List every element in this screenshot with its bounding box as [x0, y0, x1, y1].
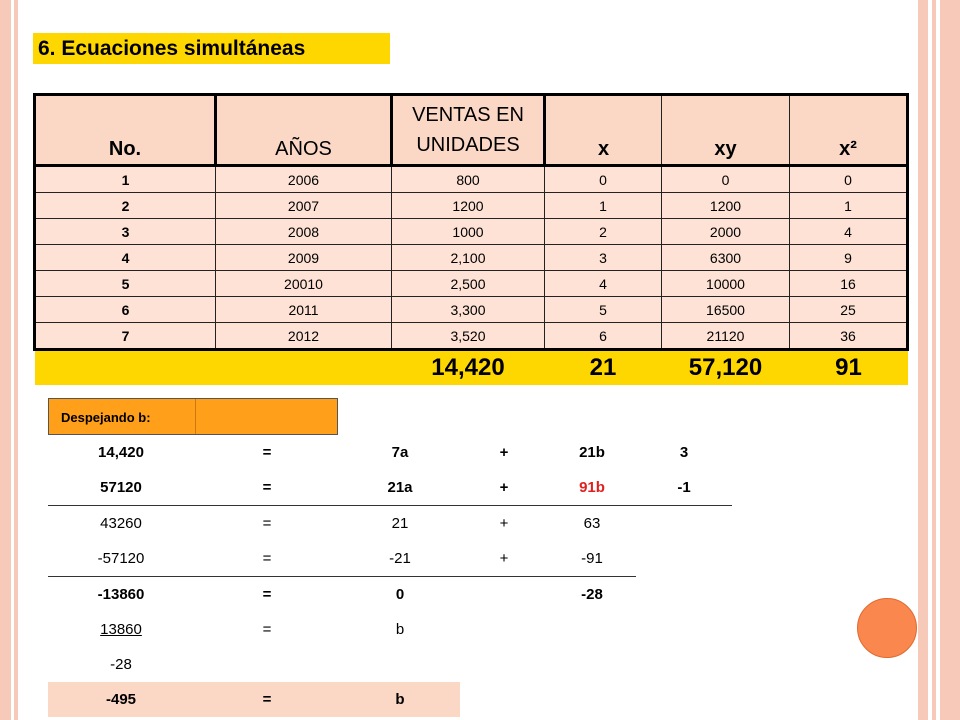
calc-plus: +: [499, 515, 509, 532]
calc-plus: [460, 682, 548, 717]
calc-a-term: [340, 647, 460, 682]
calc-b-term: 63: [583, 515, 601, 532]
cell-ventas: 3,520: [392, 323, 545, 350]
cell-ano: 2009: [216, 245, 392, 271]
total-ventas: 14,420: [392, 350, 545, 386]
cell-x: 0: [545, 166, 662, 193]
calc-equals: =: [194, 470, 340, 506]
cell-xy: 0: [662, 166, 790, 193]
left-border-decoration: [0, 0, 11, 720]
cell-xy: 6300: [662, 245, 790, 271]
calc-row: [48, 577, 732, 613]
calc-multiplier: -1: [636, 470, 732, 506]
calc-lhs: 14,420: [98, 444, 144, 461]
cell-x: 1: [545, 193, 662, 219]
cell-ventas: 2,500: [392, 271, 545, 297]
cell-no: 1: [35, 166, 216, 193]
header-ventas: [392, 95, 545, 166]
left-border-stripe: [14, 0, 18, 720]
cell-xy: 1200: [662, 193, 790, 219]
calc-plus: [460, 577, 548, 613]
calc-b-term: 21b: [579, 444, 605, 461]
calc-b-term: [548, 612, 636, 647]
cell-x: 2: [545, 219, 662, 245]
cell-no: 7: [35, 323, 216, 350]
calc-a-term: 21: [391, 515, 409, 532]
cell-x2: 9: [790, 245, 908, 271]
cell-ventas: 3,300: [392, 297, 545, 323]
total-blank: [35, 350, 216, 386]
header-x2: x²: [790, 95, 908, 166]
total-blank: [216, 350, 392, 386]
calc-equals: =: [194, 682, 340, 717]
orange-circle-decoration: [857, 598, 917, 658]
calc-b-term: 91b: [548, 470, 636, 506]
cell-ano: 2006: [216, 166, 392, 193]
cell-ano: 2011: [216, 297, 392, 323]
cell-x2: 4: [790, 219, 908, 245]
table-row: [35, 219, 908, 245]
calc-lhs: 13860: [100, 621, 142, 638]
cell-x: 6: [545, 323, 662, 350]
calc-b-term: -28: [581, 586, 603, 603]
total-x2: 91: [790, 350, 908, 386]
calc-multiplier: [636, 647, 732, 682]
calc-row: [48, 541, 732, 577]
calc-a-term: b: [395, 621, 405, 638]
calc-equals: [194, 647, 340, 682]
header-x: x: [545, 95, 662, 166]
cell-x: 5: [545, 297, 662, 323]
calc-plus: +: [460, 470, 548, 506]
cell-ventas: 2,100: [392, 245, 545, 271]
table-row: [35, 271, 908, 297]
cell-xy: 16500: [662, 297, 790, 323]
calc-lhs: -495: [48, 682, 194, 717]
calc-plus: [460, 647, 548, 682]
calc-a-term: 21a: [340, 470, 460, 506]
calc-equals: =: [262, 515, 272, 532]
calc-a-term: 0: [395, 586, 405, 603]
cell-no: 2: [35, 193, 216, 219]
calc-lhs: 43260: [100, 515, 142, 532]
right-border-stripe-1: [918, 0, 928, 720]
cell-no: 5: [35, 271, 216, 297]
calc-row: [48, 647, 732, 682]
calc-multiplier: [636, 682, 732, 717]
table-row: [35, 245, 908, 271]
cell-ventas: 1200: [392, 193, 545, 219]
cell-ano: 20010: [216, 271, 392, 297]
header-xy: xy: [662, 95, 790, 166]
table-row: [35, 193, 908, 219]
calc-multiplier: 3: [679, 444, 689, 461]
calc-row: [48, 470, 732, 506]
right-border-stripe-2: [932, 0, 936, 720]
header-anos: AÑOS: [216, 95, 392, 166]
header-no: No.: [35, 95, 216, 166]
calc-lhs: 57120: [48, 470, 194, 506]
calc-b-term: [548, 682, 636, 717]
calc-row: [48, 612, 732, 647]
calc-table: [48, 435, 732, 717]
header-ventas-line1: VENTAS EN: [412, 104, 524, 126]
despejando-label: Despejando b:: [61, 410, 151, 425]
calc-multiplier: [636, 577, 732, 613]
calc-row: [48, 435, 732, 470]
calc-multiplier: [636, 541, 732, 577]
cell-x2: 25: [790, 297, 908, 323]
right-border-stripe-3: [940, 0, 960, 720]
total-xy: 57,120: [662, 350, 790, 386]
cell-x2: 16: [790, 271, 908, 297]
table-row: [35, 166, 908, 193]
cell-x: 3: [545, 245, 662, 271]
calc-multiplier: [636, 612, 732, 647]
calc-multiplier: [636, 506, 732, 542]
cell-ventas: 1000: [392, 219, 545, 245]
calc-lhs: -13860: [97, 586, 145, 603]
calc-b-term: [548, 647, 636, 682]
cell-ano: 2007: [216, 193, 392, 219]
calc-equals: =: [262, 586, 272, 603]
cell-no: 4: [35, 245, 216, 271]
calc-equals: =: [262, 621, 272, 638]
cell-x2: 36: [790, 323, 908, 350]
cell-xy: 2000: [662, 219, 790, 245]
calc-row: [48, 506, 732, 542]
cell-no: 6: [35, 297, 216, 323]
despejando-header: [48, 398, 338, 435]
cell-divider: [195, 399, 196, 434]
calc-a-term: b: [340, 682, 460, 717]
calc-a-term: 7a: [391, 444, 409, 461]
calc-equals: =: [262, 444, 272, 461]
calc-lhs: -57120: [48, 541, 194, 577]
page-title: 6. Ecuaciones simultáneas: [33, 33, 390, 64]
calc-plus: +: [460, 541, 548, 577]
calc-plus: [460, 612, 548, 647]
calc-b-term: -91: [548, 541, 636, 577]
cell-no: 3: [35, 219, 216, 245]
header-ventas-line2: UNIDADES: [416, 134, 520, 156]
cell-ano: 2012: [216, 323, 392, 350]
cell-x2: 0: [790, 166, 908, 193]
calc-lhs: -28: [110, 656, 132, 673]
table-row: [35, 297, 908, 323]
total-x: 21: [545, 350, 662, 386]
table-row: [35, 323, 908, 350]
data-table: [33, 93, 909, 385]
cell-xy: 21120: [662, 323, 790, 350]
calc-equals: =: [194, 541, 340, 577]
cell-xy: 10000: [662, 271, 790, 297]
cell-ventas: 800: [392, 166, 545, 193]
cell-ano: 2008: [216, 219, 392, 245]
cell-x2: 1: [790, 193, 908, 219]
cell-x: 4: [545, 271, 662, 297]
calc-plus: +: [499, 444, 509, 461]
calc-row: [48, 682, 732, 717]
calc-a-term: -21: [340, 541, 460, 577]
